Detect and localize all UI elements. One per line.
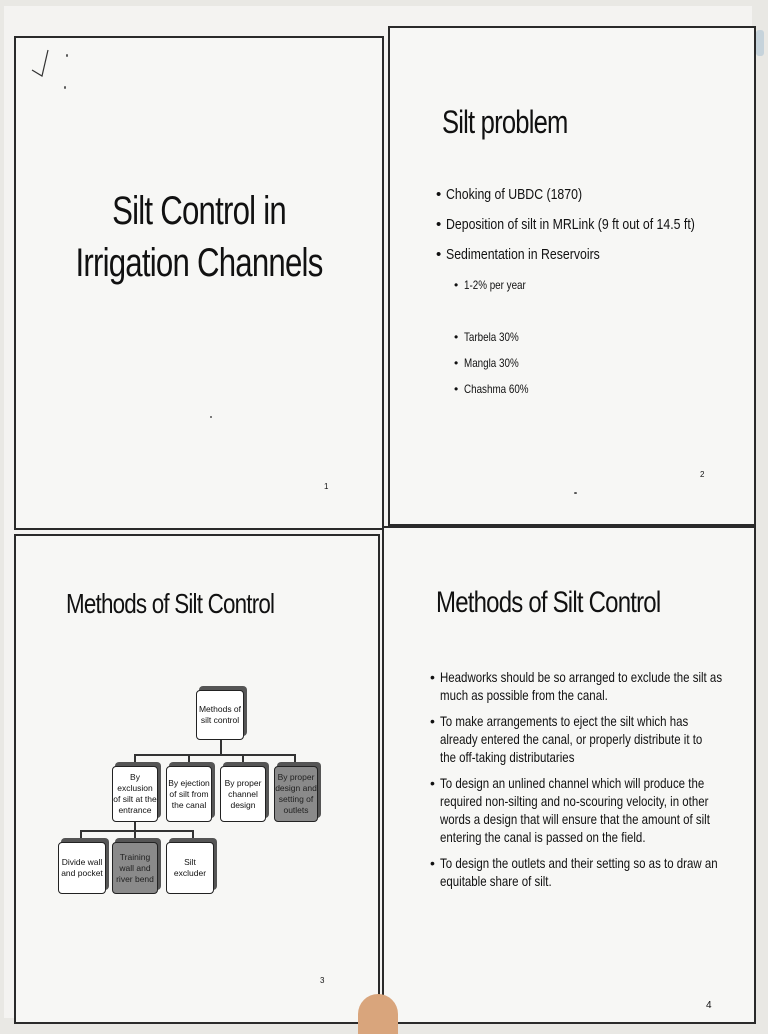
slide-2-sub-bullets	[464, 274, 539, 296]
slide-4-bullets	[440, 668, 756, 890]
chart-node-exclusion: By exclusion of silt at the entrance	[112, 766, 158, 822]
list-item: • To design the outlets and their setting so as to draw an equitable share of silt.	[440, 854, 756, 890]
scan-speck	[210, 416, 212, 418]
chart-node-silt-excluder: Silt excluder	[166, 842, 214, 894]
pen-mark-icon	[26, 46, 56, 86]
list-item: • Mangla 30%	[464, 350, 543, 376]
chart-node-ejection: By ejection of silt from the canal	[166, 766, 212, 822]
scan-speck	[64, 86, 66, 89]
printed-handout	[4, 6, 752, 1018]
scan-speck	[574, 492, 577, 494]
slide-3	[14, 534, 380, 1024]
slide-3-number: 3	[320, 976, 325, 985]
slide-1-title-line1: Silt Control in	[112, 189, 286, 233]
scan-speck	[66, 54, 68, 57]
list-item: • Tarbela 30%	[464, 324, 543, 350]
list-item: • To make arrangements to eject the silt which has already entered the canal, or properly distribute it to the off-taking distributaries	[440, 712, 756, 766]
thumb-edge	[358, 994, 398, 1034]
slide-1-number: 1	[324, 482, 329, 491]
slide-2-bullets	[446, 180, 749, 270]
list-item: • To design an unlined channel which will produce the required non-silting and no-scouring velocity, in other words a design that will ensure that the amount of silt entering the canal is passed on the field.	[440, 774, 756, 846]
slide-2-reservoir-list	[464, 324, 543, 402]
list-item: • Choking of UBDC (1870)	[446, 180, 749, 210]
slide-2-number: 2	[700, 470, 705, 479]
slide-2	[388, 26, 756, 526]
slide-4-number: 4	[706, 1000, 712, 1011]
list-item: • 1-2% per year	[464, 274, 539, 296]
slide-3-title: Methods of Silt Control	[66, 588, 275, 619]
list-item: • Headworks should be so arranged to exclude the silt as much as possible from the canal.	[440, 668, 756, 704]
slide-4-title: Methods of Silt Control	[436, 586, 661, 619]
chart-node-channel-design: By proper channel design	[220, 766, 266, 822]
list-item: • Chashma 60%	[464, 376, 543, 402]
slide-1	[14, 36, 384, 530]
chart-node-root: Methods of silt control	[196, 690, 244, 740]
slide-4	[382, 526, 756, 1024]
chart-node-divide-wall: Divide wall and pocket	[58, 842, 106, 894]
chart-node-training-wall: Training wall and river bend	[112, 842, 158, 894]
list-item: • Sedimentation in Reservoirs	[446, 240, 749, 270]
chart-node-outlets: By proper design and setting of outlets	[274, 766, 318, 822]
slide-2-title: Silt problem	[442, 104, 568, 140]
list-item: • Deposition of silt in MRLink (9 ft out of 14.5 ft)	[446, 210, 749, 240]
scanner-tab-icon	[756, 30, 764, 56]
slide-1-title-line2: Irrigation Channels	[75, 241, 323, 285]
